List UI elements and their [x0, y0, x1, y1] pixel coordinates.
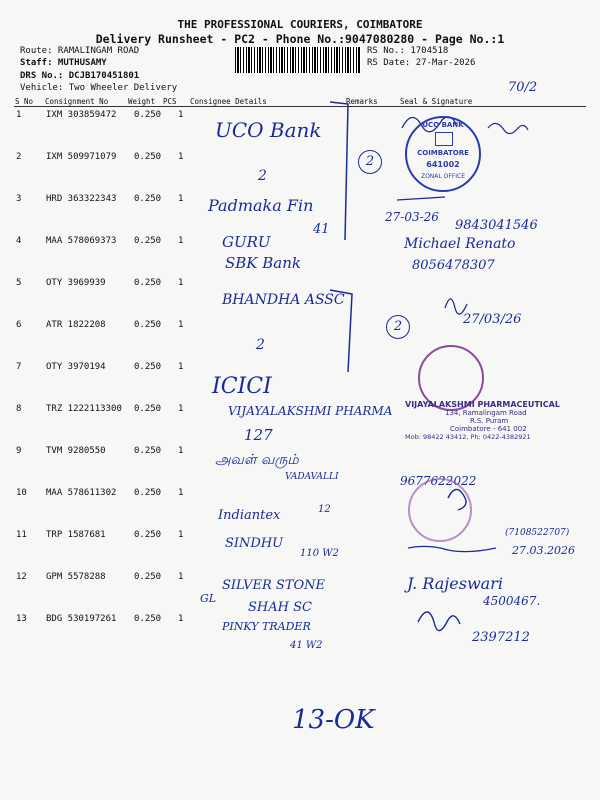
hw-twelve: 12	[318, 504, 331, 515]
hw-date-11: 27.03.2026	[512, 544, 575, 557]
uco-bank-stamp	[405, 116, 481, 192]
hw-ref-12: 4500467.	[483, 594, 541, 608]
hw-pinky: PINKY TRADER	[222, 620, 311, 633]
staff-label: Staff: MUTHUSAMY	[20, 58, 107, 68]
hw-sindhu: SINDHU	[225, 536, 284, 551]
hw-circle-two-a: 2	[358, 150, 382, 174]
hw-shah: SHAH SC	[248, 600, 312, 615]
cell-cons: MAA 578611302	[46, 488, 117, 498]
cell-weight: 0.250	[134, 110, 162, 120]
cell-weight: 0.250	[134, 152, 162, 162]
cell-sno: 1	[16, 110, 22, 120]
cell-pcs: 1	[178, 488, 184, 498]
cell-cons: IXM 509971079	[46, 152, 117, 162]
hw-uco-bank: UCO Bank	[215, 118, 322, 142]
route-label: Route: RAMALINGAM ROAD	[20, 46, 140, 56]
cell-weight: 0.250	[134, 278, 162, 288]
hw-padmaka: Padmaka Fin	[208, 196, 314, 215]
hw-two-a: 2	[258, 168, 267, 184]
cell-weight: 0.250	[134, 404, 162, 414]
cell-weight: 0.250	[134, 194, 162, 204]
cell-pcs: 1	[178, 530, 184, 540]
cell-pcs: 1	[178, 320, 184, 330]
col-pcs: PCS	[163, 97, 177, 106]
stamp-uco-zonal: ZONAL OFFICE	[420, 173, 466, 180]
hw-vadavalli: VADAVALLI	[285, 472, 339, 482]
hw-guru: GURU	[222, 233, 271, 251]
hw-michael: Michael Renato	[404, 236, 516, 252]
cell-cons: IXM 303859472	[46, 110, 117, 120]
cell-pcs: 1	[178, 110, 184, 120]
hw-gl: GL	[200, 592, 217, 605]
hw-phone-3: 9843041546	[455, 218, 538, 233]
col-weight: Weight	[128, 97, 156, 106]
cell-sno: 3	[16, 194, 22, 204]
hw-rajeswari: J. Rajeswari	[407, 574, 503, 593]
cell-cons: ATR 1822208	[46, 320, 106, 330]
cell-sno: 2	[16, 152, 22, 162]
hw-ref-11: (7108522707)	[505, 528, 570, 538]
cell-cons: GPM 5578288	[46, 572, 106, 582]
cell-sno: 7	[16, 362, 22, 372]
cell-sno: 11	[16, 530, 27, 540]
cell-pcs: 1	[178, 446, 184, 456]
hw-icici: ICICI	[212, 374, 272, 399]
cell-cons: TRP 1587681	[46, 530, 106, 540]
stamp-vp-line1: 134, Ramalingam Road	[445, 409, 527, 417]
hw-forty-one: 41	[313, 222, 330, 237]
hw-phone-4: 8056478307	[412, 258, 495, 273]
vehicle-label: Vehicle: Two Wheeler Delivery	[20, 83, 178, 93]
drs-number: DRS No.: DCJB170451801	[20, 71, 140, 81]
cell-weight: 0.250	[134, 614, 162, 624]
rs-date: RS Date: 27-Mar-2026	[367, 58, 476, 68]
pharma-round-stamp-lower	[408, 478, 472, 542]
stamp-uco-city: COIMBATORE	[417, 149, 469, 157]
col-consignment: Consignment No	[45, 97, 109, 106]
pharma-address-stamp	[405, 400, 600, 441]
hw-127: 127	[244, 426, 273, 444]
cell-sno: 9	[16, 446, 22, 456]
col-sno: S No	[15, 97, 34, 106]
cell-pcs: 1	[178, 152, 184, 162]
cell-sno: 12	[16, 572, 27, 582]
cell-weight: 0.250	[134, 488, 162, 498]
cell-sno: 6	[16, 320, 22, 330]
cell-pcs: 1	[178, 572, 184, 582]
cell-cons: BDG 530197261	[46, 614, 117, 624]
hw-circle-two-b: 2	[386, 315, 410, 339]
cell-cons: HRD 363322343	[46, 194, 117, 204]
col-remarks: Remarks	[346, 97, 378, 106]
hw-silver: SILVER STONE	[222, 578, 326, 593]
cell-sno: 10	[16, 488, 27, 498]
cell-sno: 13	[16, 614, 27, 624]
cell-cons: TRZ 1222113300	[46, 404, 122, 414]
cell-weight: 0.250	[134, 236, 162, 246]
hw-sindhu-num: 110 W2	[300, 548, 339, 559]
cell-weight: 0.250	[134, 320, 162, 330]
cell-pcs: 1	[178, 236, 184, 246]
cell-sno: 8	[16, 404, 22, 414]
cell-weight: 0.250	[134, 362, 162, 372]
cell-weight: 0.250	[134, 572, 162, 582]
bank-logo-icon	[435, 132, 453, 146]
cell-sno: 4	[16, 236, 22, 246]
cell-sno: 5	[16, 278, 22, 288]
cell-pcs: 1	[178, 404, 184, 414]
col-seal: Seal & Signature	[400, 97, 473, 106]
hw-sbk: SBK Bank	[225, 254, 301, 272]
stamp-vp-line3: Coimbatore - 641 002	[450, 425, 527, 433]
hw-phone-9: 9677622022	[400, 474, 477, 488]
col-consignee: Consignee Details	[190, 97, 267, 106]
cell-cons: OTY 3970194	[46, 362, 106, 372]
stamp-uco-top: UCO BANK	[422, 121, 464, 129]
hw-forty-one-b: 41 W2	[290, 640, 323, 651]
stamp-vp-line4: Mob: 98422 43412, Ph: 0422-4382921	[405, 433, 531, 441]
cell-cons: OTY 3969939	[46, 278, 106, 288]
hw-top-right: 70/2	[508, 80, 538, 95]
hw-two-b: 2	[256, 337, 265, 353]
hw-sign-date-3: 27-03-26	[385, 210, 439, 224]
cell-cons: MAA 578069373	[46, 236, 117, 246]
hw-indiantex: Indiantex	[218, 508, 281, 523]
stamp-vp-line2: R.S. Puram	[470, 417, 509, 425]
hw-tamil: அவள் வரும்	[215, 452, 299, 468]
cell-cons: TVM 9280550	[46, 446, 106, 456]
hw-ref-13: 2397212	[472, 630, 530, 645]
cell-pcs: 1	[178, 194, 184, 204]
company-title: THE PROFESSIONAL COURIERS, COIMBATORE	[177, 18, 423, 31]
hw-vijayalakshmi: VIJAYALAKSHMI PHARMA	[228, 404, 393, 418]
hw-total: 13-OK	[292, 705, 375, 735]
stamp-vp-name: VIJAYALAKSHMI PHARMACEUTICAL	[405, 400, 560, 409]
cell-weight: 0.250	[134, 446, 162, 456]
rs-number: RS No.: 1704518	[367, 46, 449, 56]
stamp-uco-pin: 641002	[426, 160, 460, 169]
cell-weight: 0.250	[134, 530, 162, 540]
runsheet-subtitle: Delivery Runsheet - PC2 - Phone No.:9047080280 - Page No.:1	[95, 32, 505, 46]
hw-bhandha: BHANDHA ASSC	[222, 292, 345, 308]
hw-date-6: 27/03/26	[463, 312, 522, 327]
cell-pcs: 1	[178, 362, 184, 372]
cell-pcs: 1	[178, 614, 184, 624]
cell-pcs: 1	[178, 278, 184, 288]
